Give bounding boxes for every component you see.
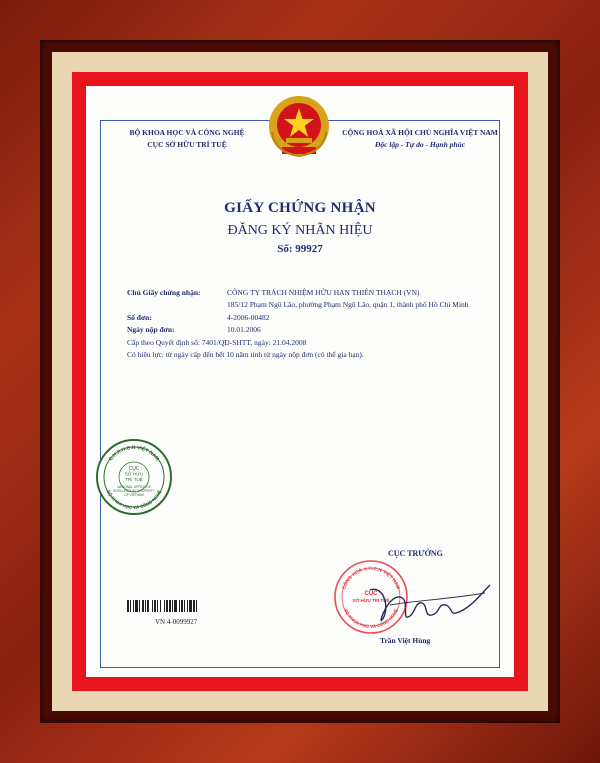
seal-left-center-1: CỤC (128, 466, 140, 472)
filing-value: 10.01.2006 (227, 325, 261, 335)
owner-row (127, 287, 487, 312)
seal-right-center-2: SỞ HỮU TRÍ TUỆ (352, 598, 390, 603)
validity-line: Có hiệu lực: từ ngày cấp đến hết 10 năm tính từ ngày nộp đơn (có thể gia hạn). (127, 350, 364, 360)
national-emblem-icon (264, 92, 334, 162)
seal-right-ring-text: CỘNG HOÀ X.H.C.N VIỆT NAM (342, 566, 400, 591)
certificate-number: Số: 99927 (277, 243, 323, 255)
office-name: CỤC SỞ HỮU TRÍ TUỆ (147, 140, 227, 149)
filing-label: Ngày nộp đơn: (127, 325, 175, 335)
seal-right-bottom-text: BỘ KHOA HỌC VÀ CÔNG NGHỆ (343, 608, 399, 630)
barcode (127, 600, 240, 612)
issuer-header (112, 127, 262, 151)
ministry-name: BỘ KHOA HỌC VÀ CÔNG NGHỆ (129, 128, 245, 137)
chief-title: CỤC TRƯỞNG (388, 549, 443, 558)
country-name: CỘNG HOÀ XÃ HỘI CHỦ NGHĨA VIỆT NAM (342, 128, 498, 137)
certificate-title: GIẤY CHỨNG NHẬN (224, 200, 376, 216)
seal-left-english-3: OF VIETNAM (124, 493, 144, 497)
certificate-subtitle: ĐĂNG KÝ NHÃN HIỆU (227, 223, 373, 238)
seal-left-top-text: C.H.X.H.C.N VIỆT NAM (107, 444, 161, 463)
seal-left-english-1: NATIONAL OFFICE OF (117, 485, 151, 489)
signer-name: Trần Việt Hùng (380, 636, 431, 645)
seal-left-english-2: INTELLECTUAL PROPERTY (113, 489, 155, 493)
owner-label: Chủ Giấy chứng nhận: (127, 288, 201, 297)
seal-left-center-2: SỞ HỮU (124, 471, 144, 477)
decision-line: Cấp theo Quyết định số: 7401/QĐ-SHTT, ngày: 21.04.2008 (127, 337, 307, 347)
signature-mark (360, 575, 495, 630)
owner-value: CÔNG TY TRÁCH NHIỆM HỮU HẠN THIÊN THẠCH (VN) (227, 288, 420, 297)
filing-row (127, 324, 487, 336)
application-row (127, 312, 487, 324)
barcode-text: VN 4-0099927 (155, 618, 198, 626)
application-label: Số đơn: (127, 312, 152, 322)
seal-left-bottom-text: BỘ KHOA HỌC VÀ CÔNG NGHỆ (105, 489, 163, 511)
owner-address: 185/12 Phạm Ngũ Lão, phường Phạm Ngũ Lão, quận 1, thành phố Hồ Chí Minh (227, 300, 469, 310)
ip-office-seal (94, 437, 174, 517)
certificate-fields (127, 287, 487, 361)
seal-left-center-3: TRÍ TUỆ (125, 477, 143, 482)
state-header (330, 127, 510, 151)
national-motto: Độc lập - Tự do - Hạnh phúc (374, 140, 466, 149)
application-value: 4-2006-00482 (227, 312, 270, 322)
barcode-stripe (197, 600, 199, 612)
seal-right-center-1: CỤC (364, 591, 378, 597)
